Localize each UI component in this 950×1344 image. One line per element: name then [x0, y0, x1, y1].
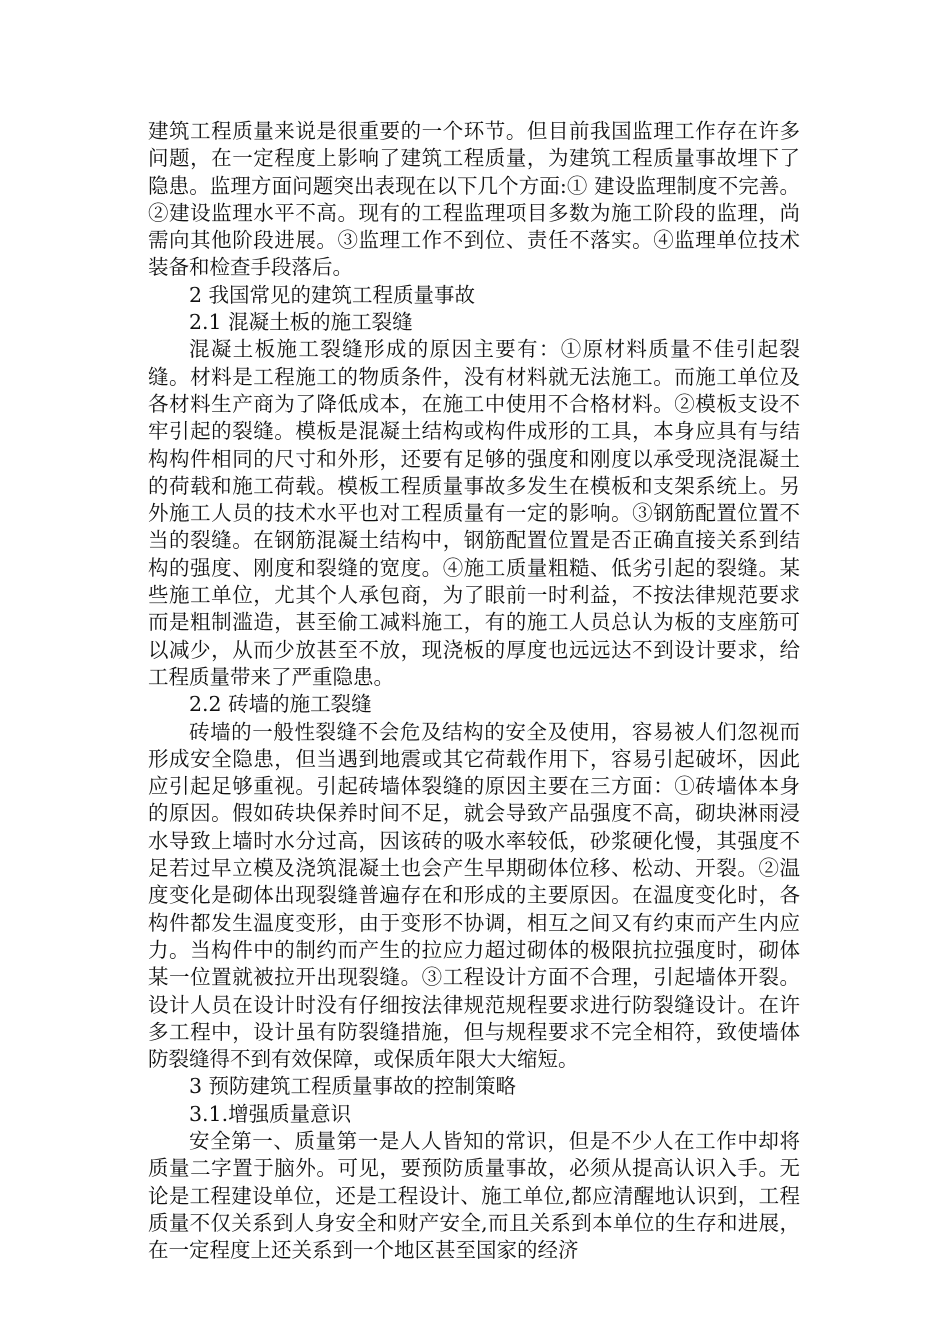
section-2-heading: 2 我国常见的建筑工程质量事故	[189, 282, 476, 307]
section-3-1-heading: 3.1.增强质量意识	[189, 1101, 352, 1126]
section-3-heading: 3 预防建筑工程质量事故的控制策略	[189, 1074, 517, 1099]
section-2-1-paragraph: 混凝土板施工裂缝形成的原因主要有：①原材料质量不佳引起裂缝。材料是工程施工的物质条件，没有材料就无法施工。而施工单位及各材料生产商为了降低成本，在施工中使用不合格材料。②模板支设不牢引起的裂缝。模板是混凝土结构或构件成形的工具，本身应具有与结构构件相同的尺寸和外形，还要有足够的强度和刚度以承受现浇混凝土的荷载和施工荷载。模板工程质量事故多发生在模板和支架系统上。另外施工人员的技术水平也对工程质量有一定的影响。③钢筋配置位置不当的裂缝。在钢筋混凝土结构中，钢筋配置位置是否正确直接关系到结构的强度、刚度和裂缝的宽度。④施工质量粗糙、低劣引起的裂缝。某些施工单位，尤其个人承包商，为了眼前一时利益，不按法律规范要求而是粗制滥造，甚至偷工减料施工，有的施工人员总认为板的支座筋可以减少，从而少放甚至不放，现浇板的厚度也远远达不到设计要求，给工程质量带来了严重隐患。	[148, 337, 800, 689]
section-2-1-heading: 2.1 混凝土板的施工裂缝	[189, 310, 413, 335]
section-2-2-heading: 2.2 砖墙的施工裂缝	[189, 692, 372, 717]
intro-paragraph: 建筑工程质量来说是很重要的一个环节。但目前我国监理工作存在许多问题，在一定程度上影响了建筑工程质量，为建筑工程质量事故埋下了隐患。监理方面问题突出表现在以下几个方面:① 建设监理制度不完善。②建设监理水平不高。现有的工程监理项目多数为施工阶段的监理，尚需向其他阶段进展。③监理工作不到位、责任不落实。④监理单位技术装备和检查手段落后。	[148, 119, 800, 280]
section-3-1-paragraph: 安全第一、质量第一是人人皆知的常识，但是不少人在工作中却将质量二字置于脑外。可见，要预防质量事故，必须从提高认识入手。无论是工程建设单位，还是工程设计、施工单位,都应清醒地认识到，工程质量不仅关系到人身安全和财产安全,而且关系到本单位的生存和进展，在一定程度上还关系到一个地区甚至国家的经济	[148, 1128, 800, 1263]
document-body	[148, 118, 800, 1264]
section-2-2-paragraph: 砖墙的一般性裂缝不会危及结构的安全及使用，容易被人们忽视而形成安全隐患，但当遇到地震或其它荷载作用下，容易引起破坏，因此应引起足够重视。引起砖墙体裂缝的原因主要在三方面：①砖墙体本身的原因。假如砖块保养时间不足，就会导致产品强度不高，砌块淋雨浸水导致上墙时水分过高，因该砖的吸水率较低，砂浆硬化慢，其强度不足若过早立模及浇筑混凝土也会产生早期砌体位移、松动、开裂。②温度变化是砌体出现裂缝普遍存在和形成的主要原因。在温度变化时，各构件都发生温度变形，由于变形不协调，相互之间又有约束而产生内应力。当构件中的制约而产生的拉应力超过砌体的极限抗拉强度时，砌体某一位置就被拉开出现裂缝。③工程设计方面不合理，引起墙体开裂。设计人员在设计时没有仔细按法律规范规程要求进行防裂缝设计。在许多工程中，设计虽有防裂缝措施，但与规程要求不完全相符，致使墙体防裂缝得不到有效保障，或保质年限大大缩短。	[148, 719, 800, 1072]
